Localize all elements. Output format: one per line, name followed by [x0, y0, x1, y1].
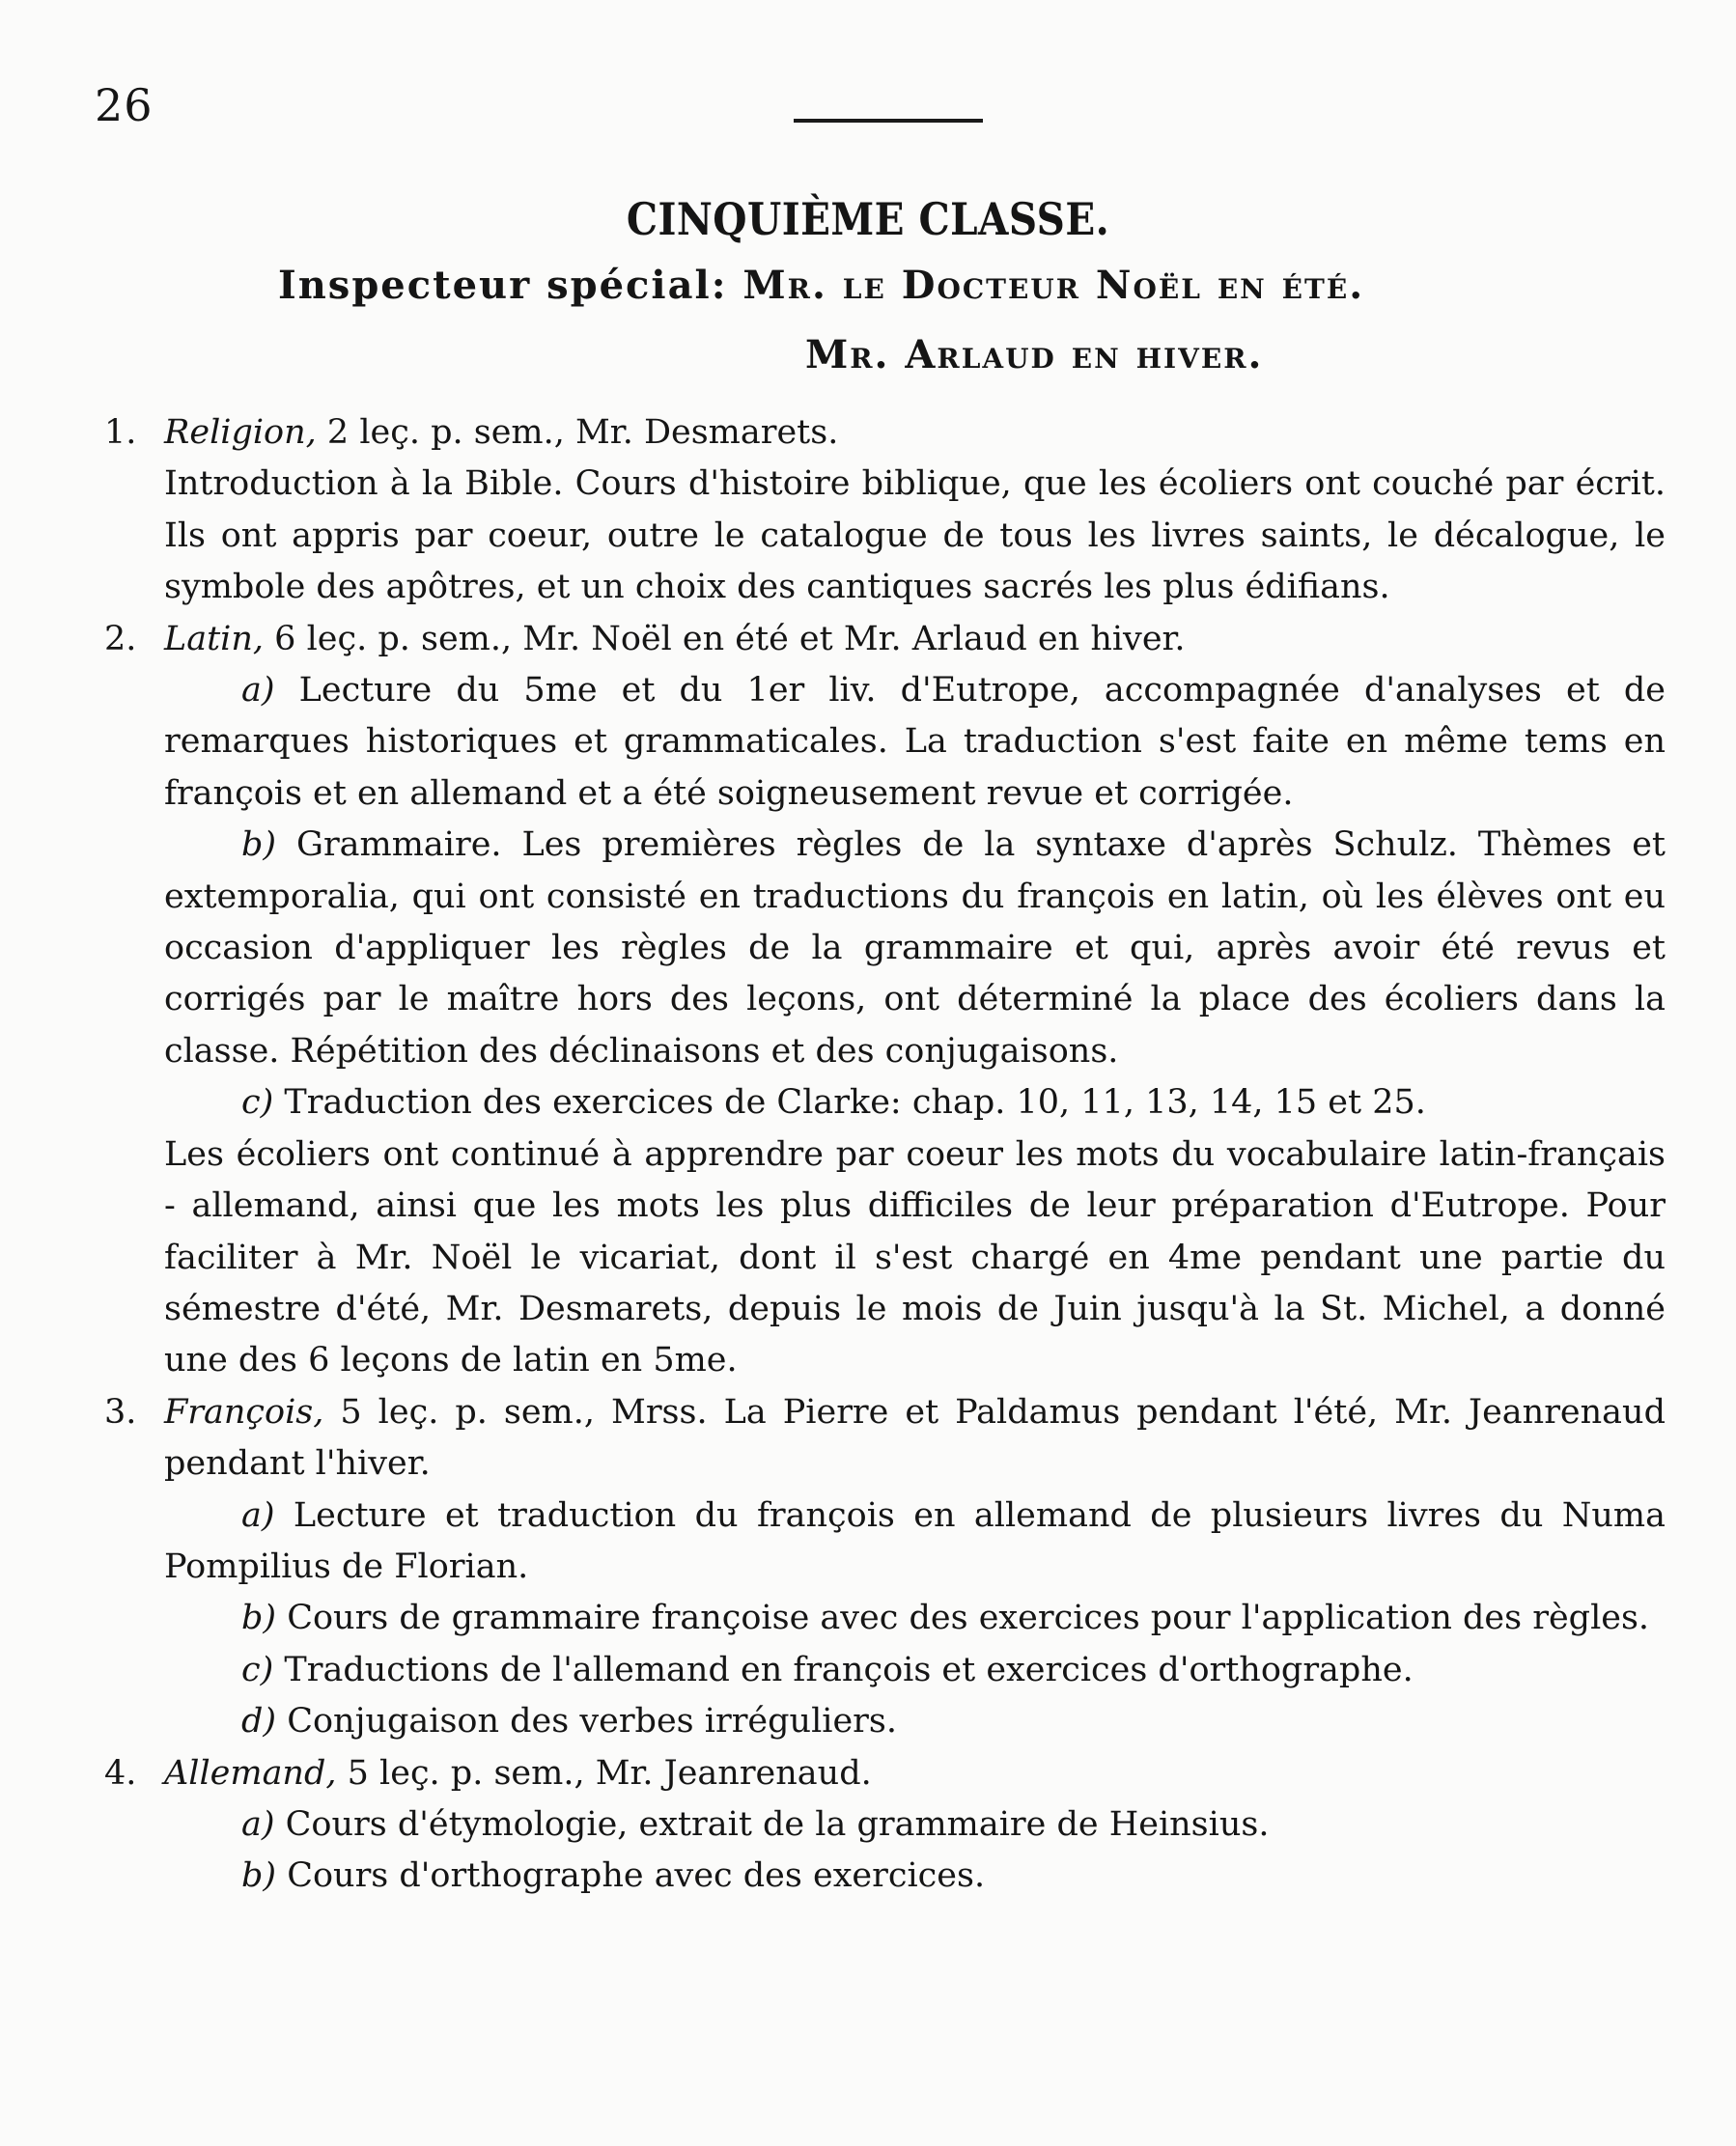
header-rule: [794, 119, 983, 123]
section-allemand: [104, 1748, 1666, 1903]
section-heading: [104, 1387, 1666, 1491]
section-number: 4.: [104, 1753, 137, 1793]
page-number: 26: [95, 79, 154, 131]
section-details: 5 leç. p. sem., Mrss. La Pierre et Paldamus pendant l'été, Mr. Jeanrenaud pendant l'hiver.: [164, 1392, 1666, 1484]
subsection-text: Lecture du 5me et du 1er liv. d'Eutrope, accompagnée d'analyses et de remarques historiques et grammaticales. La traduction s'est faite en même tems en françois et en allemand et a été soigneusement revue et corrigée.: [164, 671, 1666, 813]
subsection-text: Cours d'orthographe avec des exercices.: [276, 1856, 986, 1896]
subsection-letter: d): [241, 1702, 277, 1742]
section-details: 5 leç. p. sem., Mr. Jeanrenaud.: [336, 1753, 872, 1793]
subsection: [164, 1851, 1666, 1902]
subsection-letter: a): [241, 1804, 275, 1844]
subsection-letter: c): [241, 1083, 274, 1123]
subsection: [164, 820, 1666, 1077]
section-paragraph: Introduction à la Bible. Cours d'histoire biblique, que les écoliers ont couché par écrit. Ils ont appris par coeur, outre le catalogue de tous les livres saints, le décalogue, le symbole des apôtres, et un choix des cantiques sacrés les plus édifians.: [164, 464, 1666, 607]
section-latin: [104, 614, 1666, 1387]
inspector-summer: Mr. le Docteur Noël en été.: [742, 263, 1365, 308]
subsection-letter: c): [241, 1650, 274, 1689]
section-number: 3.: [104, 1392, 137, 1432]
section-details: 6 leç. p. sem., Mr. Noël en été et Mr. Arlaud en hiver.: [264, 619, 1186, 658]
subsection-text: Conjugaison des verbes irréguliers.: [276, 1702, 897, 1742]
section-subject: Religion,: [164, 413, 317, 452]
section-francois: [104, 1387, 1666, 1748]
section-number: 1.: [104, 413, 137, 452]
subsection-letter: a): [241, 671, 275, 711]
subsection-text: Cours d'étymologie, extrait de la grammaire de Heinsius.: [274, 1804, 1270, 1844]
section-religion: [104, 407, 1666, 614]
section-subject: François,: [164, 1392, 324, 1432]
subsection-text: Grammaire. Les premières règles de la syntaxe d'après Schulz. Thèmes et extemporalia, qui ont consisté en traductions du françois en latin, où les élèves ont eu occasion d'appliquer les règles de la grammaire et qui, après avoir été revus et corrigés par le maître hors des leçons, ont déterminé la place des écoliers dans la classe. Répétition des déclinaisons et des conjugaisons.: [164, 825, 1666, 1071]
subsection-text: Traductions de l'allemand en françois et exercices d'orthographe.: [273, 1650, 1414, 1689]
section-heading: [104, 614, 1666, 665]
inspector-label: Inspecteur spécial:: [278, 263, 728, 308]
section-heading: [104, 407, 1666, 459]
subsection: [164, 1491, 1666, 1594]
section-subject: Latin,: [164, 619, 265, 658]
section-paragraph: Les écoliers ont continué à apprendre par coeur les mots du vocabulaire latin-français - allemand, ainsi que les mots les plus difficiles de leur préparation d'Eutrope. Pour faciliter à Mr. Noël le vicariat, dont il s'est chargé en 4me pendant une partie du sémestre d'été, Mr. Desmarets, depuis le mois de Juin jusqu'à la St. Michel, a donné une des 6 leçons de latin en 5me.: [164, 1134, 1666, 1380]
subsection-letter: b): [241, 825, 277, 865]
subsection-letter: a): [241, 1495, 275, 1535]
subsection: [164, 1645, 1666, 1696]
subsection: [164, 1696, 1666, 1747]
subsection-text: Lecture et traduction du françois en allemand de plusieurs livres du Numa Pompilius de Florian.: [164, 1495, 1666, 1586]
section-subject: Allemand,: [164, 1753, 337, 1793]
page-title: CINQUIÈME CLASSE.: [626, 193, 1110, 245]
subsection: [164, 1593, 1666, 1644]
subsection: [164, 1077, 1666, 1129]
subsection: [164, 1799, 1666, 1851]
subsection-letter: b): [241, 1856, 277, 1896]
section-details: 2 leç. p. sem., Mr. Desmarets.: [316, 413, 839, 452]
subsection-letter: b): [241, 1599, 277, 1638]
subsection-text: Traduction des exercices de Clarke: chap. 10, 11, 13, 14, 15 et 25.: [273, 1083, 1426, 1123]
section-number: 2.: [104, 619, 137, 658]
inspector-line-1: [278, 263, 1364, 308]
section-heading: [104, 1748, 1666, 1799]
inspector-winter: Mr. Arlaud en hiver.: [805, 332, 1264, 377]
course-list: [104, 407, 1666, 1903]
subsection-text: Cours de grammaire françoise avec des exercices pour l'application des règles.: [276, 1599, 1650, 1638]
subsection: [164, 665, 1666, 820]
